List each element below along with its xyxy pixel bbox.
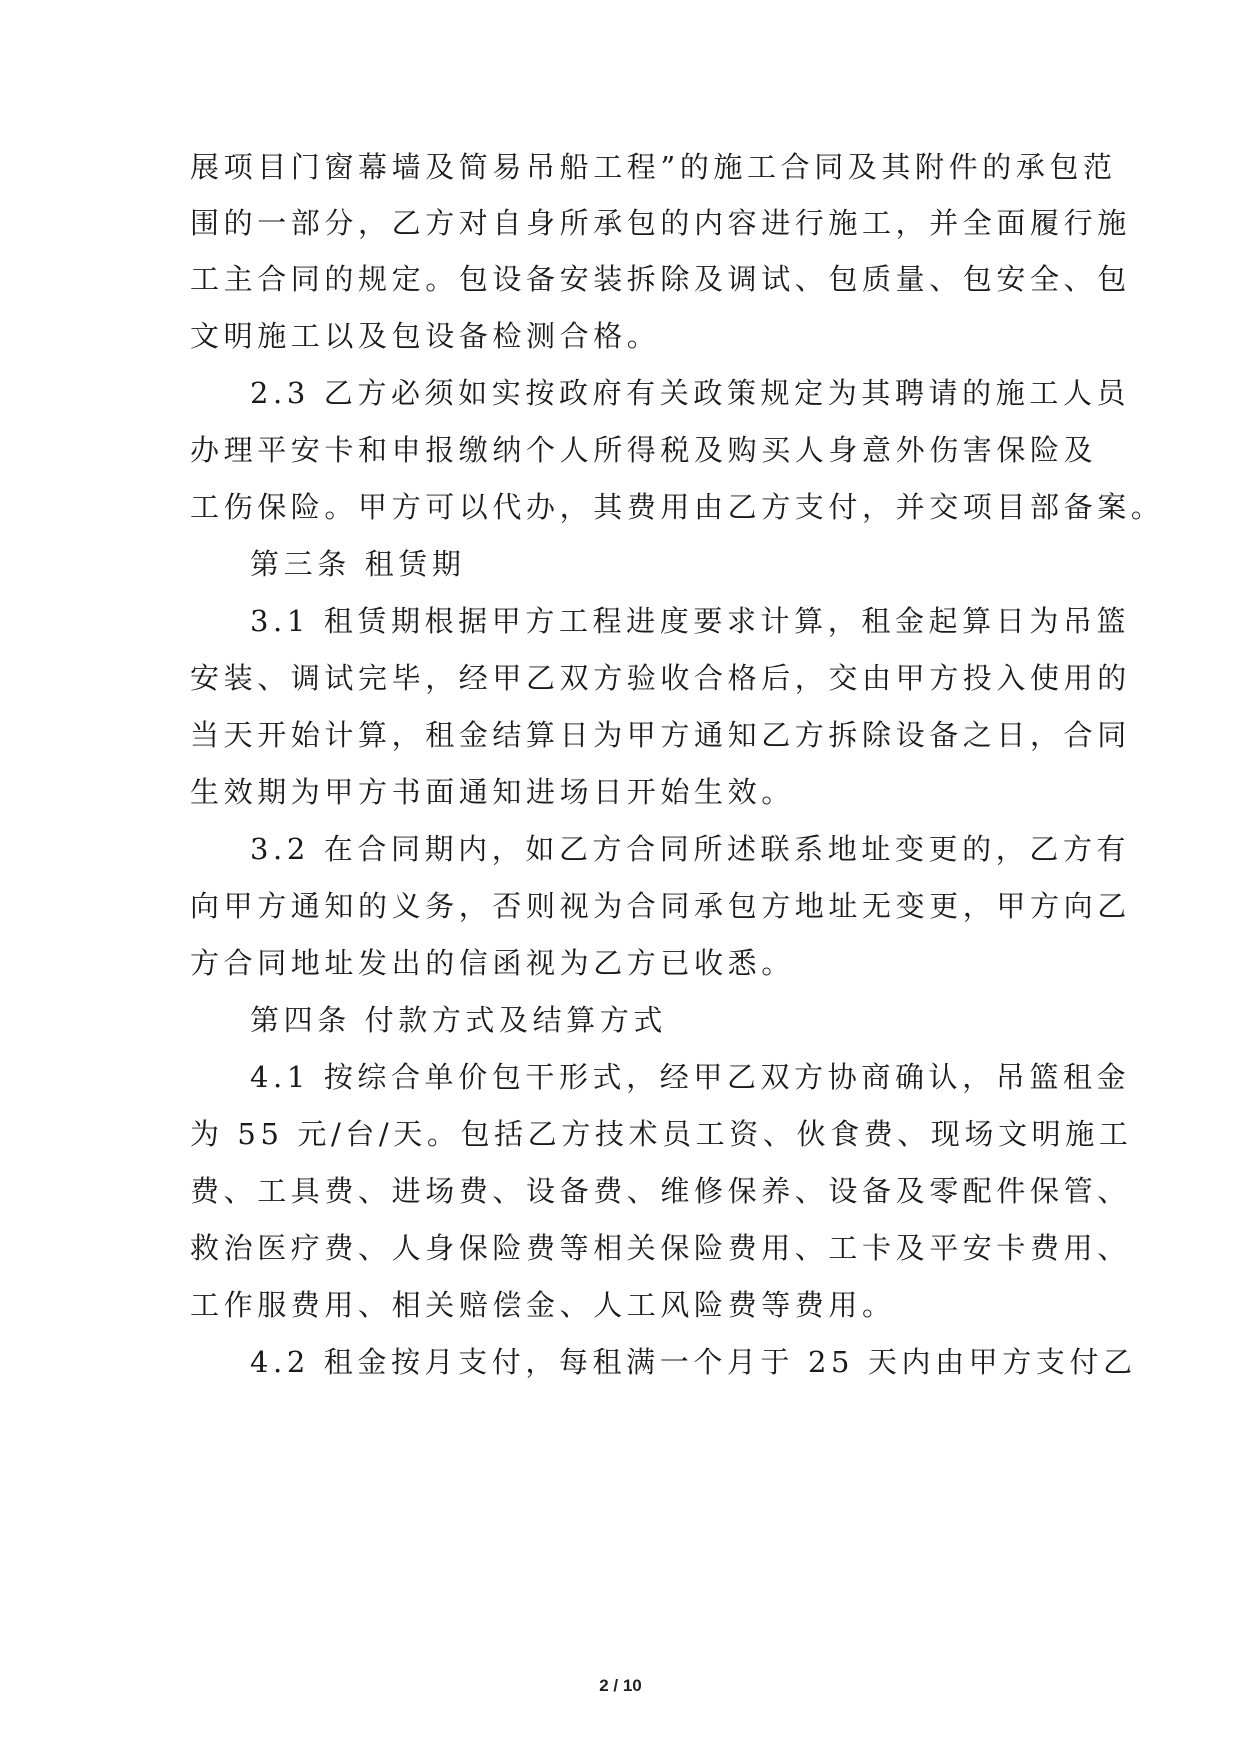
text-line: 工伤保险。甲方可以代办，其费用由乙方支付，并交项目部备案。 [190,490,1165,524]
text-line: 3.1 租赁期根据甲方工程进度要求计算，租金起算日为吊篮 [250,604,1131,638]
text-line: 费、工具费、进场费、设备费、维修保养、设备及零配件保管、 [190,1174,1131,1208]
text-line: 展项目门窗幕墙及简易吊船工程”的施工合同及其附件的承包范 [190,150,1117,184]
text-line: 当天开始计算，租金结算日为甲方通知乙方拆除设备之日，合同 [190,718,1131,752]
text-line: 办理平安卡和申报缴纳个人所得税及购买人身意外伤害保险及 [190,433,1098,467]
text-line: 2.3 乙方必须如实按政府有关政策规定为其聘请的施工人员 [250,376,1131,410]
text-line: 生效期为甲方书面通知进场日开始生效。 [190,775,795,809]
text-line: 向甲方通知的义务，否则视为合同承包方地址无变更，甲方向乙 [190,889,1131,923]
text-line: 方合同地址发出的信函视为乙方已收悉。 [190,946,795,980]
text-line: 安装、调试完毕，经甲乙双方验收合格后，交由甲方投入使用的 [190,661,1131,695]
section-heading: 第三条 租赁期 [250,547,466,581]
text-line: 工主合同的规定。包设备安装拆除及调试、包质量、包安全、包 [190,262,1131,296]
text-line: 文明施工以及包设备检测合格。 [190,319,661,353]
page-number: 2 / 10 [599,1676,642,1695]
text-line: 救治医疗费、人身保险费等相关保险费用、工卡及平安卡费用、 [190,1231,1131,1265]
section-heading: 第四条 付款方式及结算方式 [250,1003,668,1037]
text-line: 为 55 元/台/天。包括乙方技术员工资、伙食费、现场文明施工 [190,1117,1133,1151]
text-line: 工作服费用、相关赔偿金、人工风险费等费用。 [190,1288,896,1322]
text-line: 4.1 按综合单价包干形式，经甲乙双方协商确认，吊篮租金 [250,1060,1131,1094]
text-line: 3.2 在合同期内，如乙方合同所述联系地址变更的，乙方有 [250,832,1131,866]
text-line: 4.2 租金按月支付，每租满一个月于 25 天内由甲方支付乙 [250,1345,1137,1379]
text-line: 围的一部分，乙方对自身所承包的内容进行施工，并全面履行施 [190,206,1131,240]
